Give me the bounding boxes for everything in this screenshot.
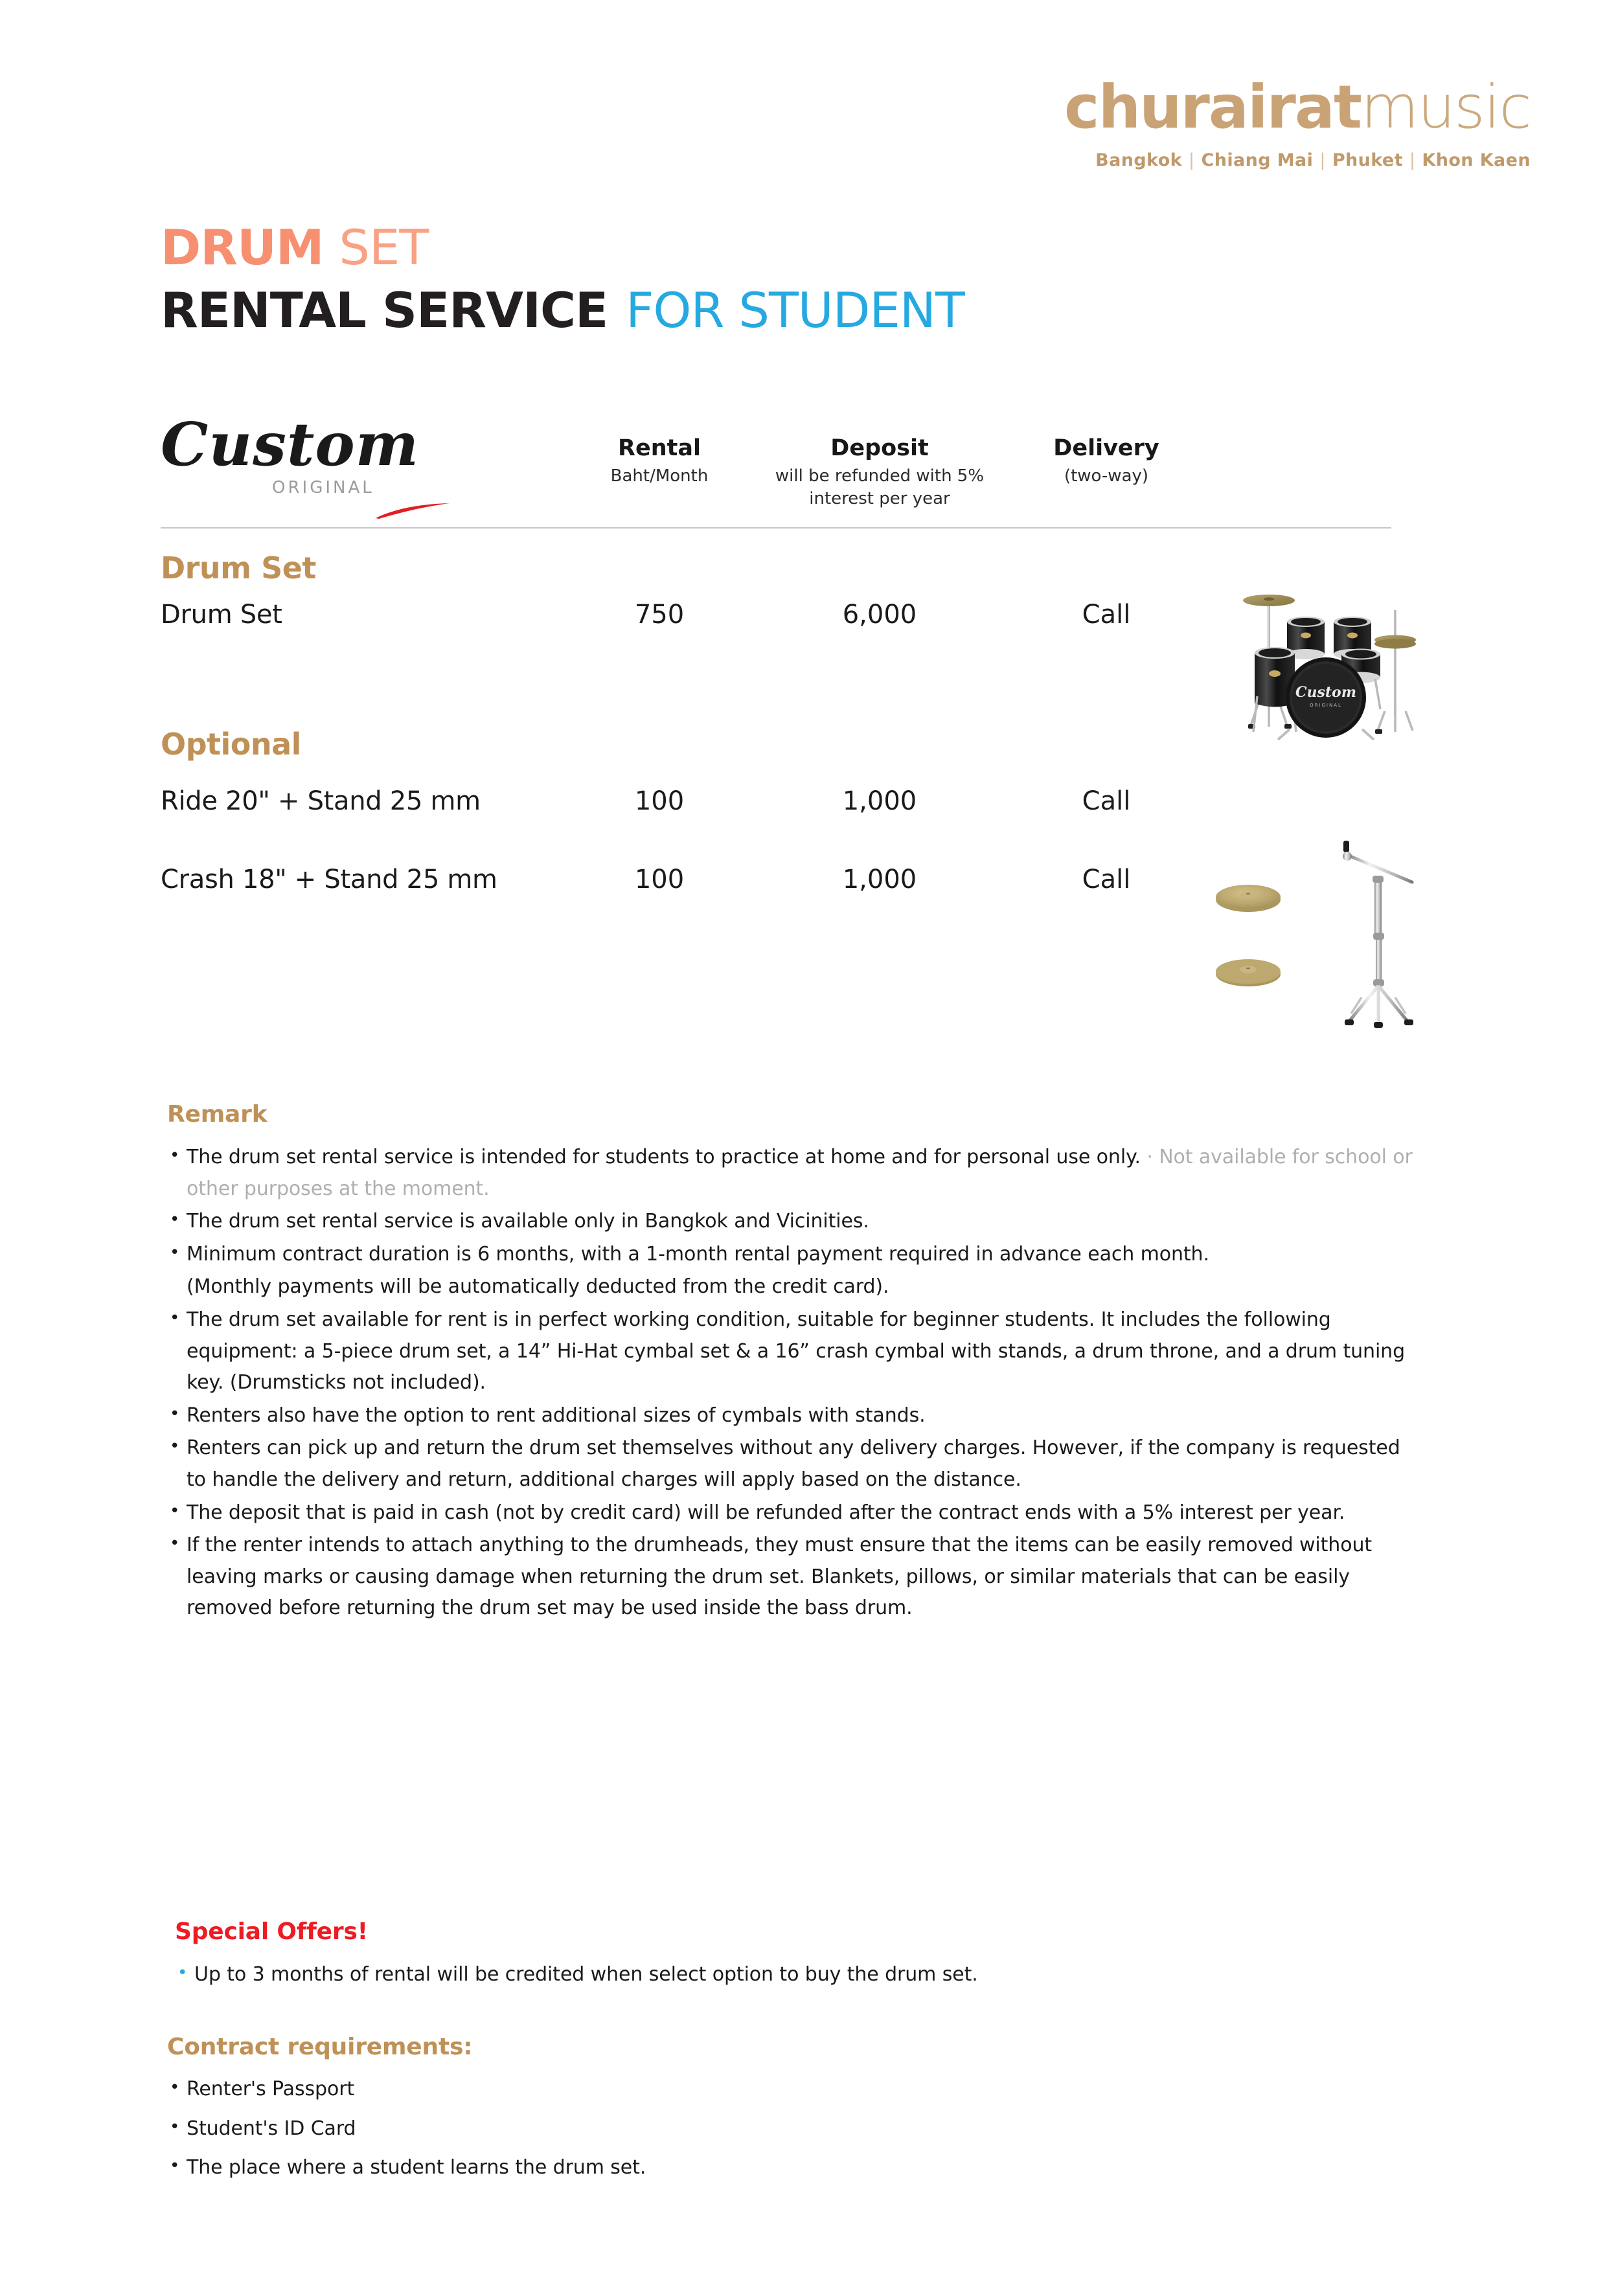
section-heading-optional: Optional: [161, 727, 301, 762]
row-name: Drum Set: [161, 600, 282, 630]
special-offers-section: [175, 1918, 1406, 1992]
list-item: • Up to 3 months of rental will be credited when select option to buy the drum set.: [175, 1959, 1406, 1991]
ride-cymbal-image: [1214, 878, 1282, 916]
cymbal-stand-image: [1321, 835, 1431, 1030]
brand-city-list: [1064, 152, 1531, 169]
list-item: • The drum set available for rent is in perfect working condition, suitable for beginner students. It includes the following equipment: a 5-piece drum set, a 14” Hi-Hat cymbal set & a 16” crash cymbal with stands, a drum throne, and a drum tuning key. (Drumsticks not included).: [167, 1304, 1424, 1399]
table-header-row: [161, 435, 1417, 510]
remark-text: Minimum contract duration is 6 months, with a 1-month rental payment required in advance each month.: [187, 1242, 1209, 1266]
svg-text:ORIGINAL: ORIGINAL: [1310, 703, 1342, 708]
brand-wordmark: [1064, 73, 1531, 142]
header-cell-rental: [562, 435, 757, 488]
header-delivery-sub: (two-way): [1064, 466, 1149, 486]
list-item: • If the renter intends to attach anything to the drumheads, they must ensure that the items can be easily removed without leaving marks or causing damage when returning the drum set. Blankets, pillows, or similar materials that can be easily removed before returning the drum set may be used inside the bass drum.: [167, 1530, 1424, 1624]
row-rental: 100: [634, 865, 685, 895]
row-rental: 750: [634, 600, 685, 630]
list-item: • The place where a student learns the drum set.: [167, 2153, 1398, 2183]
title-drum: DRUM: [161, 219, 324, 276]
remark-heading: Remark: [167, 1101, 268, 1128]
list-item: • Renter's Passport: [167, 2074, 1398, 2105]
contract-heading: Contract requirements:: [167, 2034, 473, 2060]
city-khon-kaen: Khon Kaen: [1422, 150, 1531, 170]
custom-script-logo: Custom: [161, 409, 420, 479]
city-phuket: Phuket: [1332, 150, 1403, 170]
city-separator: |: [1189, 150, 1195, 170]
custom-original-label: ORIGINAL: [272, 478, 374, 497]
company-logo: [1064, 73, 1531, 170]
rubber-foot-icon: [1374, 1022, 1383, 1028]
contract-list: [167, 2074, 1398, 2183]
hi-hat-cymbals: [1374, 610, 1416, 734]
brand-name-bold: churairat: [1064, 73, 1361, 142]
row-deposit: 1,000: [842, 865, 917, 895]
header-deposit-sub: will be refunded with 5% interest per year: [775, 466, 985, 509]
row-rental: 100: [634, 786, 685, 817]
remark-sub-note: (Monthly payments will be automatically deducted from the credit card).: [187, 1275, 889, 1299]
header-rental-title: Rental: [618, 435, 701, 461]
city-bangkok: Bangkok: [1095, 150, 1182, 170]
list-item: • The drum set rental service is available only in Bangkok and Vicinities.: [167, 1206, 1424, 1238]
list-item: [167, 1142, 1424, 1205]
header-deposit-title: Deposit: [830, 435, 929, 461]
section-heading-drum-set: Drum Set: [161, 551, 316, 586]
remark-list: [167, 1142, 1424, 1624]
special-offers-heading: Special Offers!: [175, 1918, 368, 1945]
title-line-two: [161, 284, 964, 337]
crash-cymbal-image: [1214, 952, 1282, 991]
header-cell-delivery: [1003, 435, 1210, 488]
brand-name-light: music: [1360, 73, 1531, 142]
page-title: [161, 219, 964, 339]
header-cell-deposit: [757, 435, 1003, 510]
table-row: [161, 786, 1417, 816]
remark-text: The drum set rental service is intended for students to practice at home and for personal use only.: [187, 1146, 1141, 1168]
city-chiang-mai: Chiang Mai: [1201, 150, 1314, 170]
row-delivery: Call: [1082, 600, 1131, 630]
title-set: SET: [339, 219, 429, 276]
title-line-one: [161, 219, 964, 276]
city-separator: |: [1409, 150, 1416, 170]
drum-set-image: [1202, 570, 1428, 745]
list-item: • Renters also have the option to rent additional sizes of cymbals with stands.: [167, 1400, 1424, 1432]
row-deposit: 6,000: [842, 600, 917, 630]
row-delivery: Call: [1082, 865, 1131, 895]
contract-requirements-section: [167, 2034, 1398, 2192]
remark-section: [167, 1101, 1424, 1626]
row-name: Crash 18" + Stand 25 mm: [161, 865, 497, 895]
header-divider: [161, 527, 1391, 529]
list-item: • Student's ID Card: [167, 2114, 1398, 2144]
title-rental-service: RENTAL SERVICE: [161, 282, 608, 339]
city-separator: |: [1319, 150, 1326, 170]
row-delivery: Call: [1082, 786, 1131, 817]
list-item: • Renters can pick up and return the drum set themselves without any delivery charges. However, if the company is requested to handle the delivery and return, additional charges will apply based on the distance.: [167, 1433, 1424, 1495]
svg-text:Custom: Custom: [1295, 684, 1357, 701]
header-delivery-title: Delivery: [1053, 435, 1159, 461]
row-deposit: 1,000: [842, 786, 917, 817]
felt-washer-icon: [1343, 841, 1349, 852]
rubber-foot-icon: [1404, 1019, 1413, 1025]
list-item: [167, 1239, 1424, 1271]
title-for-student: FOR STUDENT: [626, 282, 964, 339]
remark-muted-note: · Not available for school or other purposes at the moment.: [187, 1146, 1413, 1200]
list-item: • The deposit that is paid in cash (not by credit card) will be refunded after the contract ends with a 5% interest per year.: [167, 1497, 1424, 1529]
rubber-foot-icon: [1345, 1019, 1354, 1025]
row-name: Ride 20" + Stand 25 mm: [161, 786, 481, 817]
header-rental-sub: Baht/Month: [610, 466, 709, 486]
special-offers-list: [175, 1959, 1406, 1991]
